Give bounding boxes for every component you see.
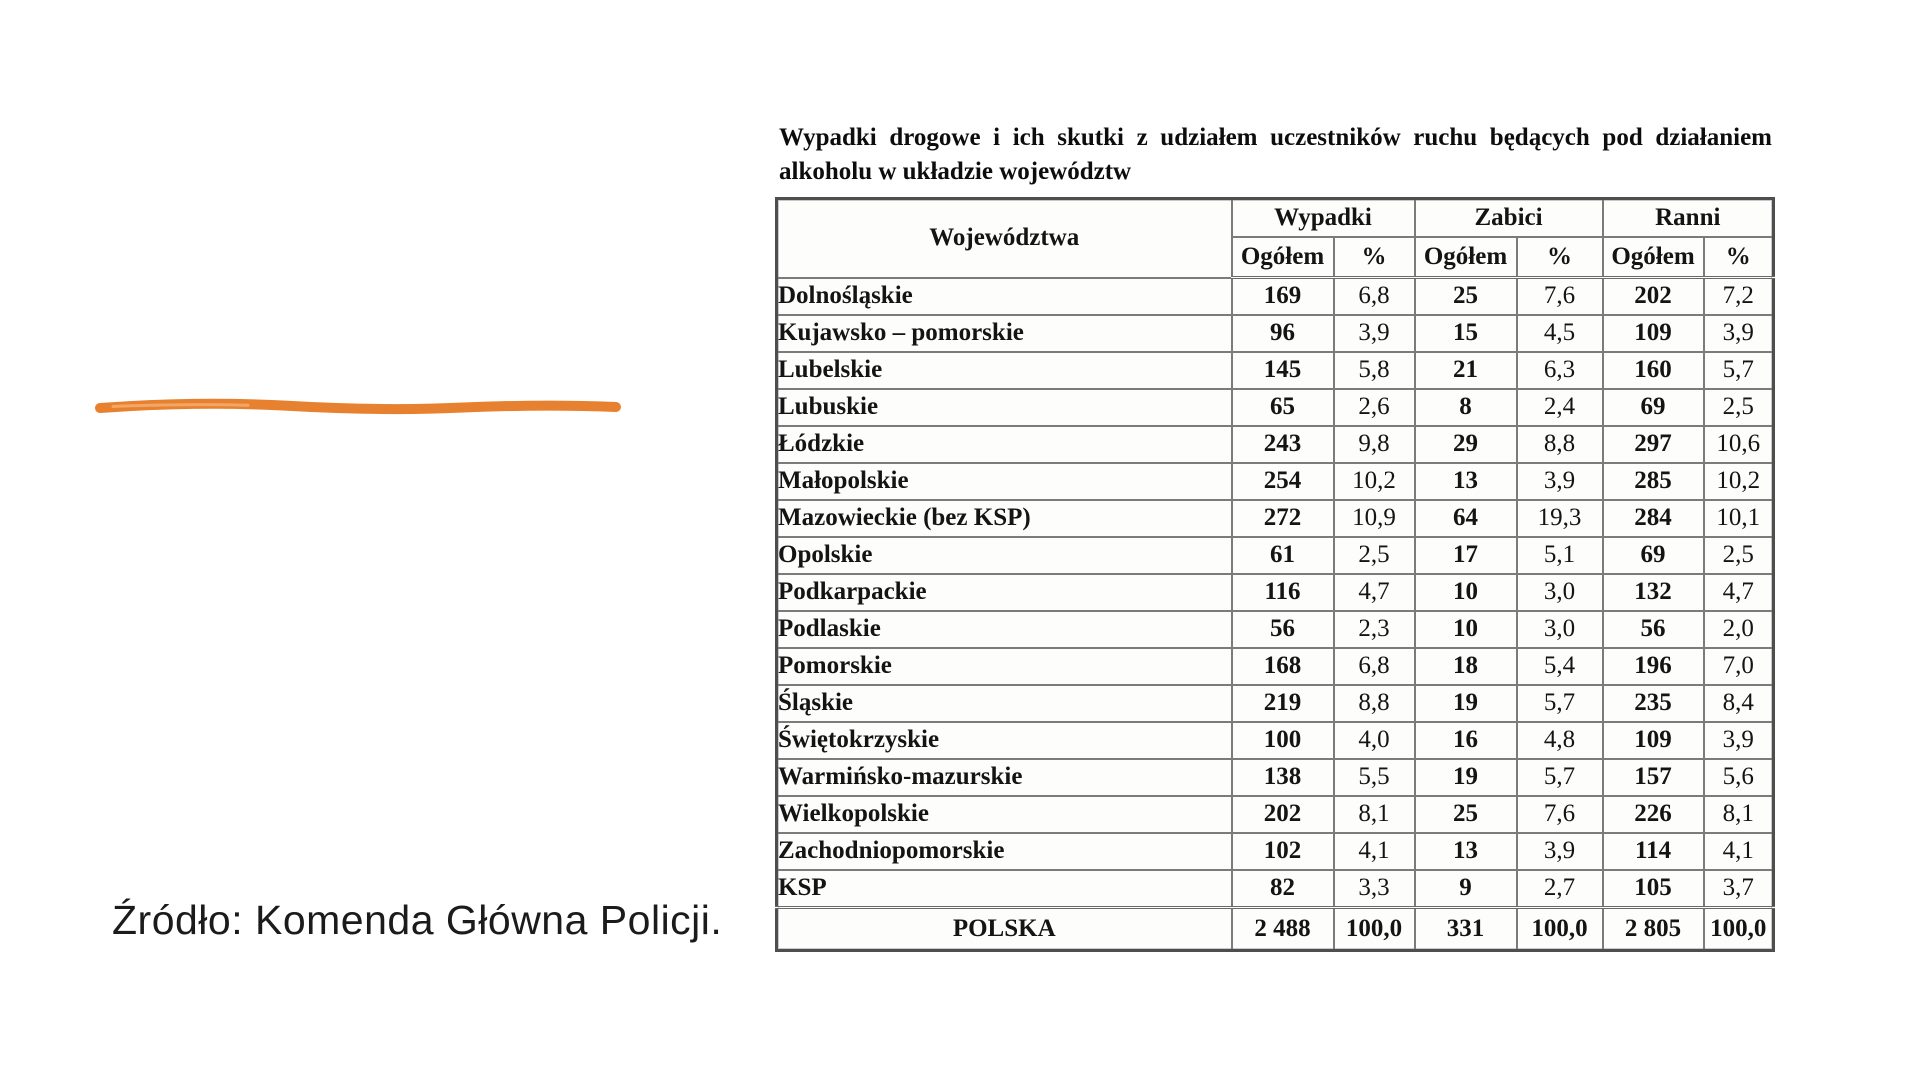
accidents-total: 272 — [1232, 500, 1334, 537]
killed-total: 9 — [1415, 870, 1517, 908]
accidents-total: 56 — [1232, 611, 1334, 648]
killed-pct: 19,3 — [1517, 500, 1603, 537]
accidents-total: 145 — [1232, 352, 1334, 389]
injured-total: 157 — [1603, 759, 1704, 796]
injured-pct: 8,1 — [1704, 796, 1774, 833]
accidents-pct: 8,1 — [1334, 796, 1415, 833]
accidents-pct: 3,3 — [1334, 870, 1415, 908]
table-row — [777, 278, 1774, 316]
table-row — [777, 463, 1774, 500]
table-row — [777, 537, 1774, 574]
injured-pct: 3,9 — [1704, 315, 1774, 352]
killed-total: 19 — [1415, 685, 1517, 722]
killed-total: 19 — [1415, 759, 1517, 796]
table-row — [777, 648, 1774, 685]
subheader-injured-total: Ogółem — [1603, 237, 1704, 278]
subheader-injured-pct: % — [1704, 237, 1774, 278]
injured-total: 109 — [1603, 722, 1704, 759]
accidents-total: 168 — [1232, 648, 1334, 685]
voivodeship-name: Pomorskie — [777, 648, 1232, 685]
table-row — [777, 796, 1774, 833]
page-title-line-1: Wypadki drogowe i ich skutki z udziałem uczestników ruchu będących pod działaniem — [779, 124, 1772, 151]
voivodeship-name: Opolskie — [777, 537, 1232, 574]
table-row — [777, 389, 1774, 426]
accidents-pct: 6,8 — [1334, 278, 1415, 316]
injured-total: 105 — [1603, 870, 1704, 908]
injured-total: 109 — [1603, 315, 1704, 352]
voivodeship-name: Podlaskie — [777, 611, 1232, 648]
killed-total: 64 — [1415, 500, 1517, 537]
orange-marker-line — [93, 395, 623, 419]
injured-total: 202 — [1603, 278, 1704, 316]
table-body — [777, 278, 1774, 908]
killed-total: 13 — [1415, 463, 1517, 500]
voivodeship-name: Mazowieckie (bez KSP) — [777, 500, 1232, 537]
accidents-pct: 2,5 — [1334, 537, 1415, 574]
voivodeship-name: Łódzkie — [777, 426, 1232, 463]
voivodeship-name: Świętokrzyskie — [777, 722, 1232, 759]
killed-pct: 3,9 — [1517, 833, 1603, 870]
killed-total: 15 — [1415, 315, 1517, 352]
injured-total: 69 — [1603, 537, 1704, 574]
col-group-accidents: Wypadki — [1232, 199, 1415, 238]
injured-total: 132 — [1603, 574, 1704, 611]
injured-pct: 3,9 — [1704, 722, 1774, 759]
accidents-total: 116 — [1232, 574, 1334, 611]
voivodeship-name: Kujawsko – pomorskie — [777, 315, 1232, 352]
table-row — [777, 352, 1774, 389]
injured-total: 235 — [1603, 685, 1704, 722]
killed-total: 25 — [1415, 796, 1517, 833]
killed-pct: 8,8 — [1517, 426, 1603, 463]
accidents-pct: 4,0 — [1334, 722, 1415, 759]
killed-total: 29 — [1415, 426, 1517, 463]
injured-total: 56 — [1603, 611, 1704, 648]
accidents-pct: 6,8 — [1334, 648, 1415, 685]
subheader-accidents-total: Ogółem — [1232, 237, 1334, 278]
injured-total: 285 — [1603, 463, 1704, 500]
table-row — [777, 722, 1774, 759]
voivodeship-name: Wielkopolskie — [777, 796, 1232, 833]
killed-total: 17 — [1415, 537, 1517, 574]
table-row — [777, 426, 1774, 463]
injured-total: 284 — [1603, 500, 1704, 537]
injured-pct: 5,7 — [1704, 352, 1774, 389]
injured-total: 69 — [1603, 389, 1704, 426]
injured-pct: 10,6 — [1704, 426, 1774, 463]
table-row — [777, 685, 1774, 722]
total-row — [777, 908, 1774, 951]
voivodeship-name: Lubuskie — [777, 389, 1232, 426]
killed-total: 10 — [1415, 611, 1517, 648]
accidents-pct: 3,9 — [1334, 315, 1415, 352]
injured-pct: 5,6 — [1704, 759, 1774, 796]
killed-total: 10 — [1415, 574, 1517, 611]
voivodeship-name: Podkarpackie — [777, 574, 1232, 611]
injured-pct: 4,1 — [1704, 833, 1774, 870]
killed-total: 21 — [1415, 352, 1517, 389]
voivodeship-name: Dolnośląskie — [777, 278, 1232, 316]
killed-pct: 5,7 — [1517, 685, 1603, 722]
total-killed: 331 — [1415, 908, 1517, 951]
injured-pct: 3,7 — [1704, 870, 1774, 908]
killed-pct: 4,5 — [1517, 315, 1603, 352]
injured-pct: 7,0 — [1704, 648, 1774, 685]
total-injured: 2 805 — [1603, 908, 1704, 951]
accidents-total: 102 — [1232, 833, 1334, 870]
total-label: POLSKA — [777, 908, 1232, 951]
injured-pct: 4,7 — [1704, 574, 1774, 611]
marker-stroke-svg — [93, 395, 623, 419]
accidents-by-voivodeship-table — [775, 197, 1775, 952]
table-row — [777, 611, 1774, 648]
injured-pct: 2,5 — [1704, 537, 1774, 574]
injured-pct: 2,0 — [1704, 611, 1774, 648]
voivodeship-name: KSP — [777, 870, 1232, 908]
injured-total: 114 — [1603, 833, 1704, 870]
table-row — [777, 833, 1774, 870]
accidents-total: 254 — [1232, 463, 1334, 500]
killed-pct: 6,3 — [1517, 352, 1603, 389]
accidents-total: 100 — [1232, 722, 1334, 759]
total-injured-pct: 100,0 — [1704, 908, 1774, 951]
accidents-pct: 10,9 — [1334, 500, 1415, 537]
accidents-total: 169 — [1232, 278, 1334, 316]
accidents-pct: 2,6 — [1334, 389, 1415, 426]
accidents-pct: 4,7 — [1334, 574, 1415, 611]
table-group-header-row — [777, 199, 1774, 238]
voivodeship-name: Lubelskie — [777, 352, 1232, 389]
table-row — [777, 315, 1774, 352]
killed-pct: 7,6 — [1517, 278, 1603, 316]
accidents-total: 96 — [1232, 315, 1334, 352]
total-accidents: 2 488 — [1232, 908, 1334, 951]
accidents-pct: 10,2 — [1334, 463, 1415, 500]
injured-pct: 10,1 — [1704, 500, 1774, 537]
killed-total: 18 — [1415, 648, 1517, 685]
accidents-total: 219 — [1232, 685, 1334, 722]
killed-pct: 2,7 — [1517, 870, 1603, 908]
killed-pct: 3,0 — [1517, 574, 1603, 611]
injured-pct: 10,2 — [1704, 463, 1774, 500]
accidents-total: 82 — [1232, 870, 1334, 908]
total-accidents-pct: 100,0 — [1334, 908, 1415, 951]
voivodeship-name: Śląskie — [777, 685, 1232, 722]
injured-total: 160 — [1603, 352, 1704, 389]
injured-total: 297 — [1603, 426, 1704, 463]
injured-total: 226 — [1603, 796, 1704, 833]
page-title-line-2: alkoholu w układzie województw — [779, 158, 1132, 185]
killed-total: 16 — [1415, 722, 1517, 759]
table-row — [777, 500, 1774, 537]
subheader-killed-pct: % — [1517, 237, 1603, 278]
accidents-total: 243 — [1232, 426, 1334, 463]
col-header-region: Województwa — [777, 199, 1232, 278]
subheader-accidents-pct: % — [1334, 237, 1415, 278]
killed-total: 13 — [1415, 833, 1517, 870]
injured-pct: 8,4 — [1704, 685, 1774, 722]
injured-pct: 7,2 — [1704, 278, 1774, 316]
accidents-pct: 5,8 — [1334, 352, 1415, 389]
col-group-killed: Zabici — [1415, 199, 1603, 238]
accidents-total: 202 — [1232, 796, 1334, 833]
killed-pct: 5,7 — [1517, 759, 1603, 796]
col-group-injured: Ranni — [1603, 199, 1774, 238]
killed-total: 25 — [1415, 278, 1517, 316]
accidents-pct: 4,1 — [1334, 833, 1415, 870]
accidents-pct: 5,5 — [1334, 759, 1415, 796]
source-note: Źródło: Komenda Główna Policji. — [112, 897, 723, 943]
accidents-total: 138 — [1232, 759, 1334, 796]
killed-pct: 3,0 — [1517, 611, 1603, 648]
killed-pct: 2,4 — [1517, 389, 1603, 426]
page-title — [779, 121, 1772, 189]
accidents-total: 61 — [1232, 537, 1334, 574]
killed-pct: 3,9 — [1517, 463, 1603, 500]
killed-pct: 5,1 — [1517, 537, 1603, 574]
injured-total: 196 — [1603, 648, 1704, 685]
voivodeship-name: Zachodniopomorskie — [777, 833, 1232, 870]
voivodeship-name: Warmińsko-mazurskie — [777, 759, 1232, 796]
accidents-pct: 2,3 — [1334, 611, 1415, 648]
accidents-pct: 8,8 — [1334, 685, 1415, 722]
accidents-pct: 9,8 — [1334, 426, 1415, 463]
table-row — [777, 759, 1774, 796]
killed-pct: 4,8 — [1517, 722, 1603, 759]
killed-pct: 5,4 — [1517, 648, 1603, 685]
accidents-total: 65 — [1232, 389, 1334, 426]
killed-pct: 7,6 — [1517, 796, 1603, 833]
voivodeship-name: Małopolskie — [777, 463, 1232, 500]
injured-pct: 2,5 — [1704, 389, 1774, 426]
table-row — [777, 574, 1774, 611]
subheader-killed-total: Ogółem — [1415, 237, 1517, 278]
killed-total: 8 — [1415, 389, 1517, 426]
table-row — [777, 870, 1774, 908]
total-killed-pct: 100,0 — [1517, 908, 1603, 951]
